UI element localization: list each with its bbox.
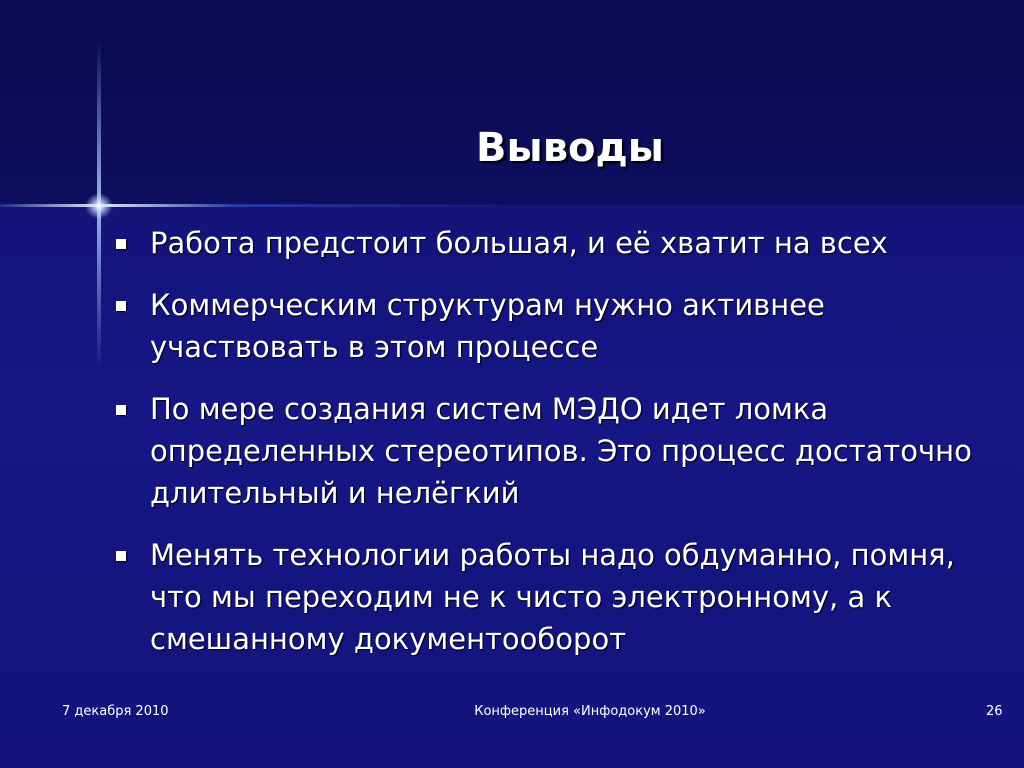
bullet-text: Менять технологии работы надо обдуманно, помня, что мы переходим не к чисто электронному, а к смешанному документооборот: [150, 538, 955, 656]
bullet-item: [110, 534, 1010, 660]
bullet-item: [110, 222, 1010, 264]
bullet-item: [110, 388, 1010, 514]
square-bullet-icon: [116, 551, 126, 561]
light-flare-horizontal: [0, 204, 520, 207]
footer-conference: Конференция «Инфодокум 2010»: [474, 704, 706, 719]
square-bullet-icon: [116, 239, 126, 249]
slide-title: Выводы: [476, 125, 664, 171]
bullet-item: [110, 284, 1010, 368]
bullet-list: [110, 222, 1010, 680]
star-flare-icon: [85, 193, 113, 219]
bullet-text: Работа предстоит большая, и её хватит на всех: [150, 226, 888, 260]
bullet-text: По мере создания систем МЭДО идет ломка определенных стереотипов. Это процесс достаточно длительный и нелёгкий: [150, 392, 972, 510]
bullet-text: Коммерческим структурам нужно активнее участвовать в этом процессе: [150, 288, 825, 364]
page-number: 26: [986, 704, 1003, 719]
square-bullet-icon: [116, 301, 126, 311]
square-bullet-icon: [116, 405, 126, 415]
footer-date: 7 декабря 2010: [62, 704, 169, 719]
